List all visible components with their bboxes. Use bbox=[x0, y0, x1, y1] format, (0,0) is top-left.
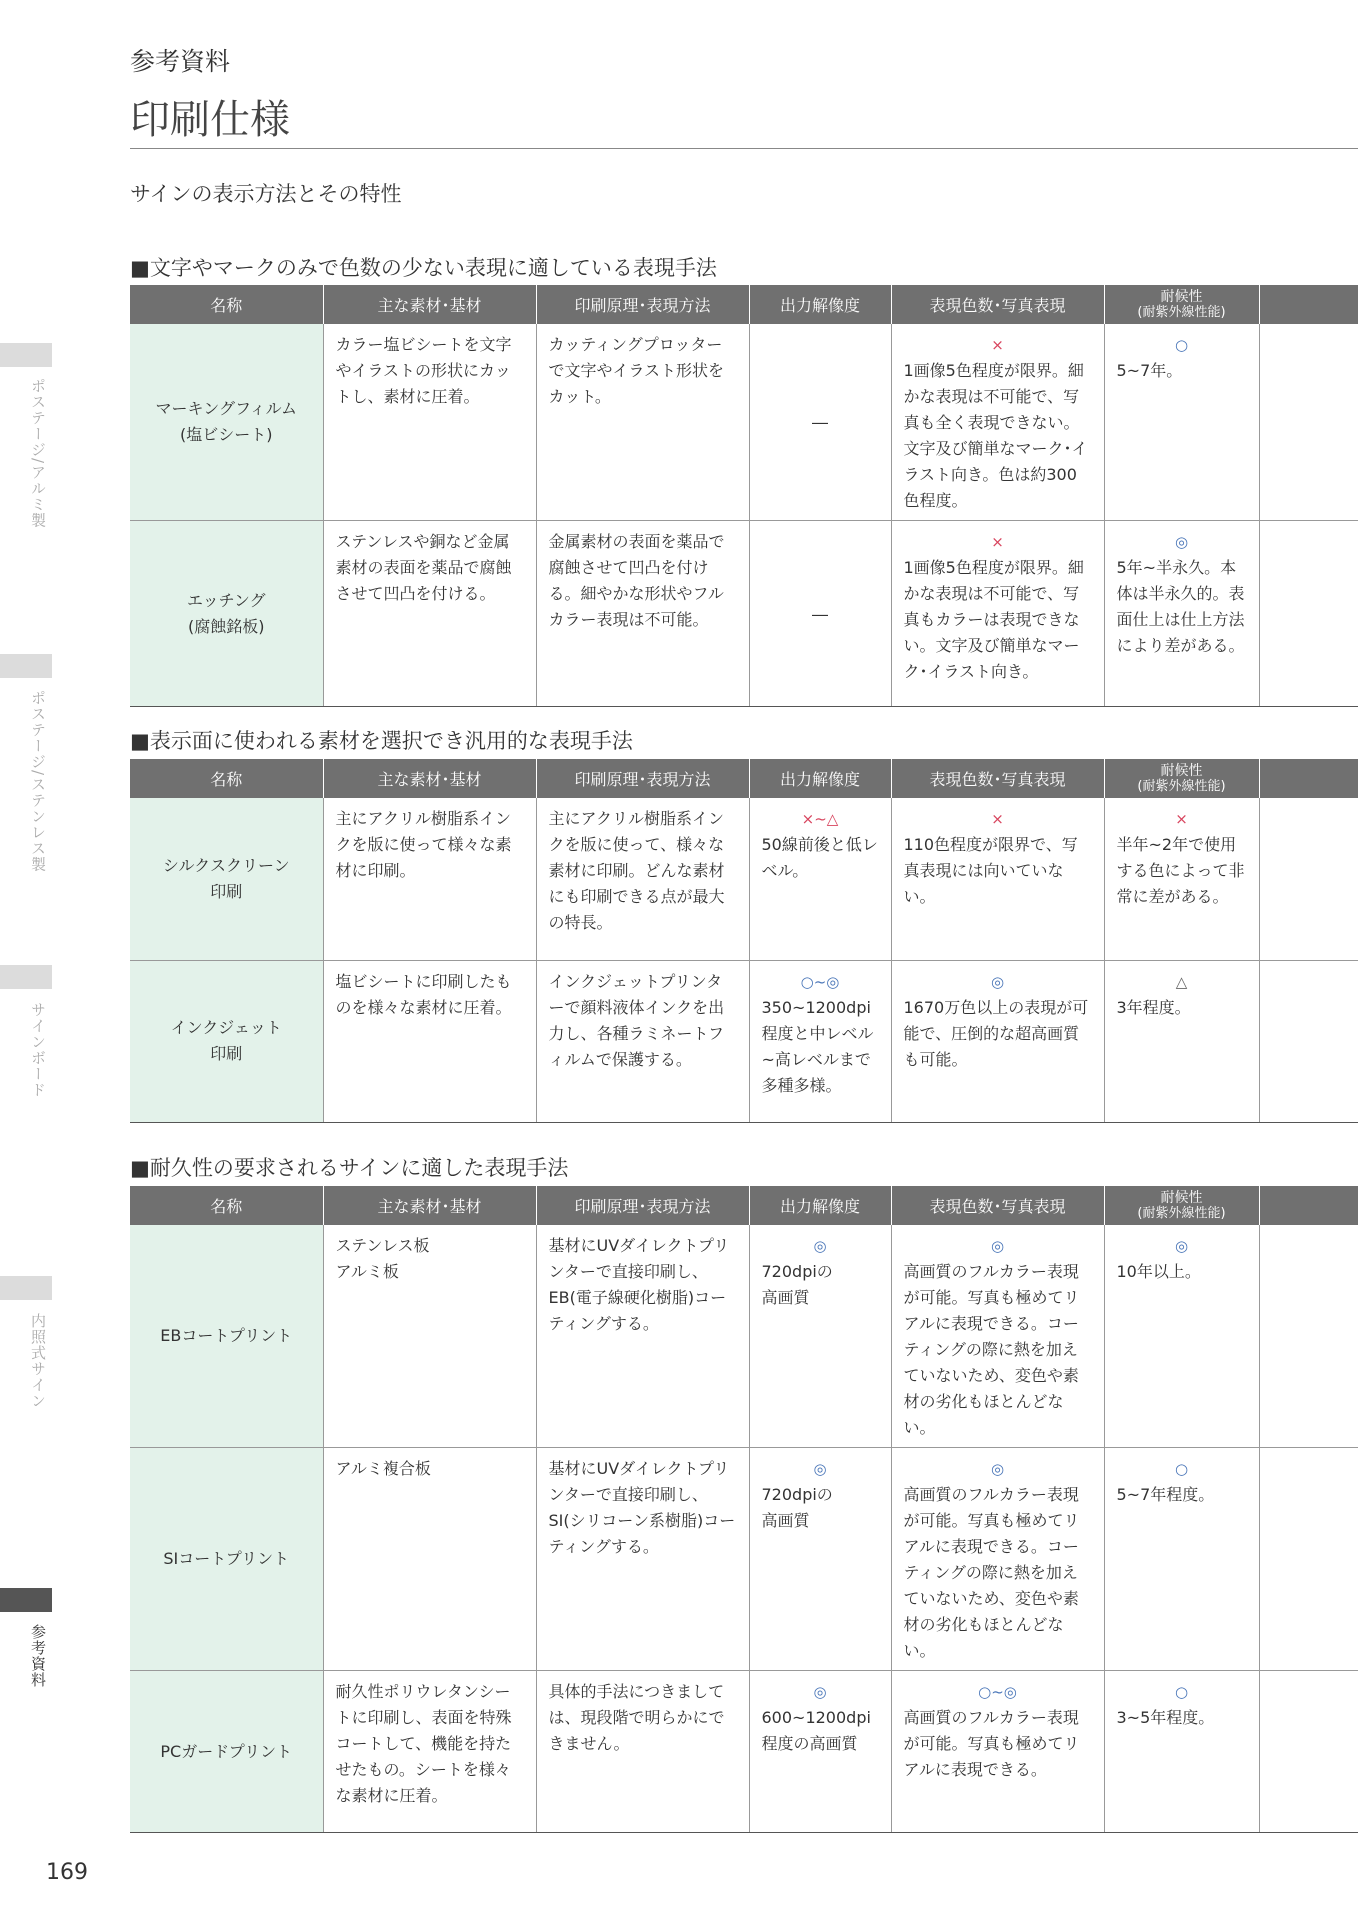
table-row bbox=[130, 521, 1358, 707]
col-name: 名称 bbox=[130, 759, 323, 798]
col-durability bbox=[1104, 285, 1259, 324]
row-name: マーキングフィルム (塩ビシート) bbox=[130, 324, 323, 521]
resolution-text: 50線前後と低レベル。 bbox=[761, 835, 878, 880]
col-material: 主な素材･基材 bbox=[323, 759, 536, 798]
row-durability bbox=[1104, 960, 1259, 1122]
sidebar-label-reference[interactable]: 参考資料 bbox=[29, 1624, 47, 1688]
col-method: 印刷原理･表現方法 bbox=[536, 759, 749, 798]
durability-text: 半年~2年で使用する色によって非常に差がある。 bbox=[1116, 835, 1245, 906]
spec-table-general bbox=[130, 759, 1358, 1123]
table-row bbox=[130, 798, 1358, 960]
row-durability bbox=[1104, 1225, 1259, 1448]
row-color bbox=[891, 960, 1104, 1122]
color-text: 高画質のフルカラー表現が可能。写真も極めてリアルに表現できる。 bbox=[903, 1708, 1080, 1779]
row-name: EBコートプリント bbox=[130, 1225, 323, 1448]
sidebar-label-aluminum[interactable]: ポステージ/アルミ製 bbox=[29, 378, 47, 529]
col-durability-label: 耐候性 bbox=[1160, 1189, 1203, 1206]
resolution-text: 350~1200dpi程度と中レベル~高レベルまで多種多様。 bbox=[761, 997, 874, 1095]
resolution-text: ― bbox=[812, 604, 828, 624]
row-method: インクジェットプリンターで顔料液体インクを出力し、各種ラミネートフィルムで保護する。 bbox=[536, 960, 749, 1122]
row-method: カッティングプロッターで文字やイラスト形状をカット。 bbox=[536, 324, 749, 521]
row-durability bbox=[1104, 521, 1259, 707]
durability-rating-icon: ◎ bbox=[1174, 1237, 1189, 1255]
color-rating-icon: ○~◎ bbox=[978, 1683, 1017, 1701]
row-material: カラー塩ビシートを文字やイラストの形状にカットし、素材に圧着。 bbox=[323, 324, 536, 521]
sidebar-tab-signboard[interactable] bbox=[0, 965, 52, 989]
table-row bbox=[130, 960, 1358, 1122]
resolution-rating-icon: ○~◎ bbox=[800, 972, 840, 991]
section-title-general: ■表示面に使われる素材を選択でき汎用的な表現手法 bbox=[130, 729, 633, 753]
col-color: 表現色数･写真表現 bbox=[891, 285, 1104, 324]
col-resolution: 出力解像度 bbox=[749, 1186, 891, 1225]
row-name: エッチング (腐蝕銘板) bbox=[130, 521, 323, 707]
row-color bbox=[891, 521, 1104, 707]
row-name: SIコートプリント bbox=[130, 1448, 323, 1671]
row-durability bbox=[1104, 1671, 1259, 1833]
color-text: 110色程度が限界で、写真表現には向いていない。 bbox=[903, 835, 1078, 906]
col-color: 表現色数･写真表現 bbox=[891, 1186, 1104, 1225]
row-name: PCガードプリント bbox=[130, 1671, 323, 1833]
row-resolution bbox=[749, 1225, 891, 1448]
row-method: 基材にUVダイレクトプリンターで直接印刷し、SI(シリコーン系樹脂)コーティングする。 bbox=[536, 1448, 749, 1671]
durability-text: 10年以上。 bbox=[1116, 1262, 1201, 1281]
intro-text: サインの表示方法とその特性 bbox=[130, 182, 402, 206]
row-resolution bbox=[749, 960, 891, 1122]
sidebar-label-stainless[interactable]: ポステージ/ステンレス製 bbox=[29, 690, 47, 873]
resolution-rating-icon: ◎ bbox=[813, 1237, 827, 1255]
durability-text: 5~7年程度。 bbox=[1116, 1485, 1215, 1504]
row-color bbox=[891, 1225, 1104, 1448]
durability-text: 3~5年程度。 bbox=[1116, 1708, 1215, 1727]
durability-rating-icon: △ bbox=[1175, 972, 1188, 991]
section-title-marking: ■文字やマークのみで色数の少ない表現に適している表現手法 bbox=[130, 256, 717, 280]
resolution-text: ― bbox=[812, 413, 828, 432]
durability-text: 3年程度。 bbox=[1116, 997, 1191, 1017]
durability-rating-icon: × bbox=[1175, 810, 1188, 828]
col-material: 主な素材･基材 bbox=[323, 285, 536, 324]
color-rating-icon: ◎ bbox=[990, 1237, 1005, 1255]
col-resolution: 出力解像度 bbox=[749, 285, 891, 324]
durability-rating-icon: ◎ bbox=[1174, 533, 1189, 551]
col-empty bbox=[1259, 759, 1358, 798]
col-method: 印刷原理･表現方法 bbox=[536, 285, 749, 324]
durability-rating-icon: ○ bbox=[1174, 1683, 1189, 1701]
sidebar-tab-stainless[interactable] bbox=[0, 654, 52, 678]
page-title: 印刷仕様 bbox=[130, 97, 290, 143]
col-color: 表現色数･写真表現 bbox=[891, 759, 1104, 798]
row-name: シルクスクリーン 印刷 bbox=[130, 798, 323, 960]
row-resolution bbox=[749, 1448, 891, 1671]
row-empty bbox=[1259, 1671, 1358, 1833]
row-empty bbox=[1259, 521, 1358, 707]
table-header-row bbox=[130, 285, 1358, 324]
row-empty bbox=[1259, 960, 1358, 1122]
sidebar-tab-illuminated[interactable] bbox=[0, 1276, 52, 1300]
resolution-rating-icon: ◎ bbox=[813, 1460, 827, 1478]
col-resolution: 出力解像度 bbox=[749, 759, 891, 798]
row-color bbox=[891, 1448, 1104, 1671]
table-header-row bbox=[130, 759, 1358, 798]
row-method: 主にアクリル樹脂系インクを版に使って、様々な素材に印刷。どんな素材にも印刷できる点が最大の特長。 bbox=[536, 798, 749, 960]
table-row bbox=[130, 1448, 1358, 1671]
row-material: 耐久性ポリウレタンシートに印刷し、表面を特殊コートして、機能を持たせたもの。シートを様々な素材に圧着。 bbox=[323, 1671, 536, 1833]
row-material: ステンレスや銅など金属素材の表面を薬品で腐蝕させて凹凸を付ける。 bbox=[323, 521, 536, 707]
row-resolution bbox=[749, 324, 891, 521]
header-category: 参考資料 bbox=[130, 47, 231, 76]
col-material: 主な素材･基材 bbox=[323, 1186, 536, 1225]
color-rating-icon: × bbox=[991, 533, 1004, 551]
table-row bbox=[130, 324, 1358, 521]
resolution-rating-icon: ◎ bbox=[813, 1683, 827, 1701]
color-text: 1画像5色程度が限界。細かな表現は不可能で、写真も全く表現できない。文字及び簡単なマーク･イラスト向き。色は約300色程度。 bbox=[903, 361, 1088, 510]
col-method: 印刷原理･表現方法 bbox=[536, 1186, 749, 1225]
sidebar-tab-reference[interactable] bbox=[0, 1588, 52, 1612]
color-text: 1670万色以上の表現が可能で、圧倒的な超高画質も可能。 bbox=[903, 997, 1089, 1069]
color-rating-icon: ◎ bbox=[990, 1460, 1005, 1478]
row-empty bbox=[1259, 1448, 1358, 1671]
color-rating-icon: × bbox=[991, 336, 1004, 354]
color-rating-icon: × bbox=[991, 810, 1004, 828]
row-empty bbox=[1259, 798, 1358, 960]
spec-table-marking bbox=[130, 285, 1358, 707]
sidebar-label-signboard[interactable]: サインボード bbox=[29, 1002, 47, 1098]
row-material: アルミ複合板 bbox=[323, 1448, 536, 1671]
col-name: 名称 bbox=[130, 1186, 323, 1225]
row-empty bbox=[1259, 324, 1358, 521]
col-name: 名称 bbox=[130, 285, 323, 324]
col-durability-sub: (耐紫外線性能) bbox=[1137, 304, 1226, 320]
row-color bbox=[891, 1671, 1104, 1833]
row-resolution bbox=[749, 521, 891, 707]
col-empty bbox=[1259, 285, 1358, 324]
row-resolution bbox=[749, 1671, 891, 1833]
resolution-text: 600~1200dpi程度の高画質 bbox=[761, 1708, 871, 1753]
row-durability bbox=[1104, 798, 1259, 960]
resolution-rating-icon: ×~△ bbox=[801, 810, 839, 828]
durability-rating-icon: ○ bbox=[1174, 1460, 1189, 1478]
col-durability-label: 耐候性 bbox=[1160, 762, 1203, 779]
row-name: インクジェット 印刷 bbox=[130, 960, 323, 1122]
row-durability bbox=[1104, 324, 1259, 521]
table-row bbox=[130, 1671, 1358, 1833]
header-divider bbox=[130, 148, 1358, 149]
row-resolution bbox=[749, 798, 891, 960]
sidebar-tab-aluminum[interactable] bbox=[0, 343, 52, 367]
table-header-row bbox=[130, 1186, 1358, 1225]
row-color bbox=[891, 324, 1104, 521]
row-empty bbox=[1259, 1225, 1358, 1448]
col-durability bbox=[1104, 759, 1259, 798]
durability-text: 5年~半永久。本体は半永久的。表面仕上は仕上方法により差がある。 bbox=[1116, 558, 1245, 655]
row-method: 基材にUVダイレクトプリンターで直接印刷し、EB(電子線硬化樹脂)コーティングする。 bbox=[536, 1225, 749, 1448]
col-durability-sub: (耐紫外線性能) bbox=[1137, 778, 1226, 794]
col-durability bbox=[1104, 1186, 1259, 1225]
row-material: ステンレス板 アルミ板 bbox=[323, 1225, 536, 1448]
col-empty bbox=[1259, 1186, 1358, 1225]
color-rating-icon: ◎ bbox=[990, 972, 1005, 991]
row-color bbox=[891, 798, 1104, 960]
col-durability-label: 耐候性 bbox=[1160, 288, 1203, 305]
sidebar-label-illuminated[interactable]: 内照式サイン bbox=[29, 1313, 47, 1409]
resolution-text: 720dpiの 高画質 bbox=[761, 1485, 833, 1530]
color-text: 高画質のフルカラー表現が可能。写真も極めてリアルに表現できる。コーティングの際に熱を加えていないため、変色や素材の劣化もほとんどない。 bbox=[903, 1485, 1080, 1660]
row-method: 金属素材の表面を薬品で腐蝕させて凹凸を付ける。細やかな形状やフルカラー表現は不可能。 bbox=[536, 521, 749, 707]
durability-text: 5~7年。 bbox=[1116, 361, 1183, 380]
section-title-durable: ■耐久性の要求されるサインに適した表現手法 bbox=[130, 1156, 569, 1180]
row-material: 主にアクリル樹脂系インクを版に使って様々な素材に印刷。 bbox=[323, 798, 536, 960]
row-method: 具体的手法につきましては、現段階で明らかにできません。 bbox=[536, 1671, 749, 1833]
durability-rating-icon: ○ bbox=[1174, 336, 1189, 354]
color-text: 1画像5色程度が限界。細かな表現は不可能で、写真もカラーは表現できない。文字及び簡単なマーク･イラスト向き。 bbox=[903, 558, 1084, 681]
color-text: 高画質のフルカラー表現が可能。写真も極めてリアルに表現できる。コーティングの際に熱を加えていないため、変色や素材の劣化もほとんどない。 bbox=[903, 1262, 1080, 1437]
table-row bbox=[130, 1225, 1358, 1448]
spec-table-durable bbox=[130, 1186, 1358, 1833]
resolution-text: 720dpiの 高画質 bbox=[761, 1262, 833, 1307]
col-durability-sub: (耐紫外線性能) bbox=[1137, 1205, 1226, 1221]
row-material: 塩ビシートに印刷したものを様々な素材に圧着。 bbox=[323, 960, 536, 1122]
row-durability bbox=[1104, 1448, 1259, 1671]
page-number: 169 bbox=[46, 1860, 88, 1885]
